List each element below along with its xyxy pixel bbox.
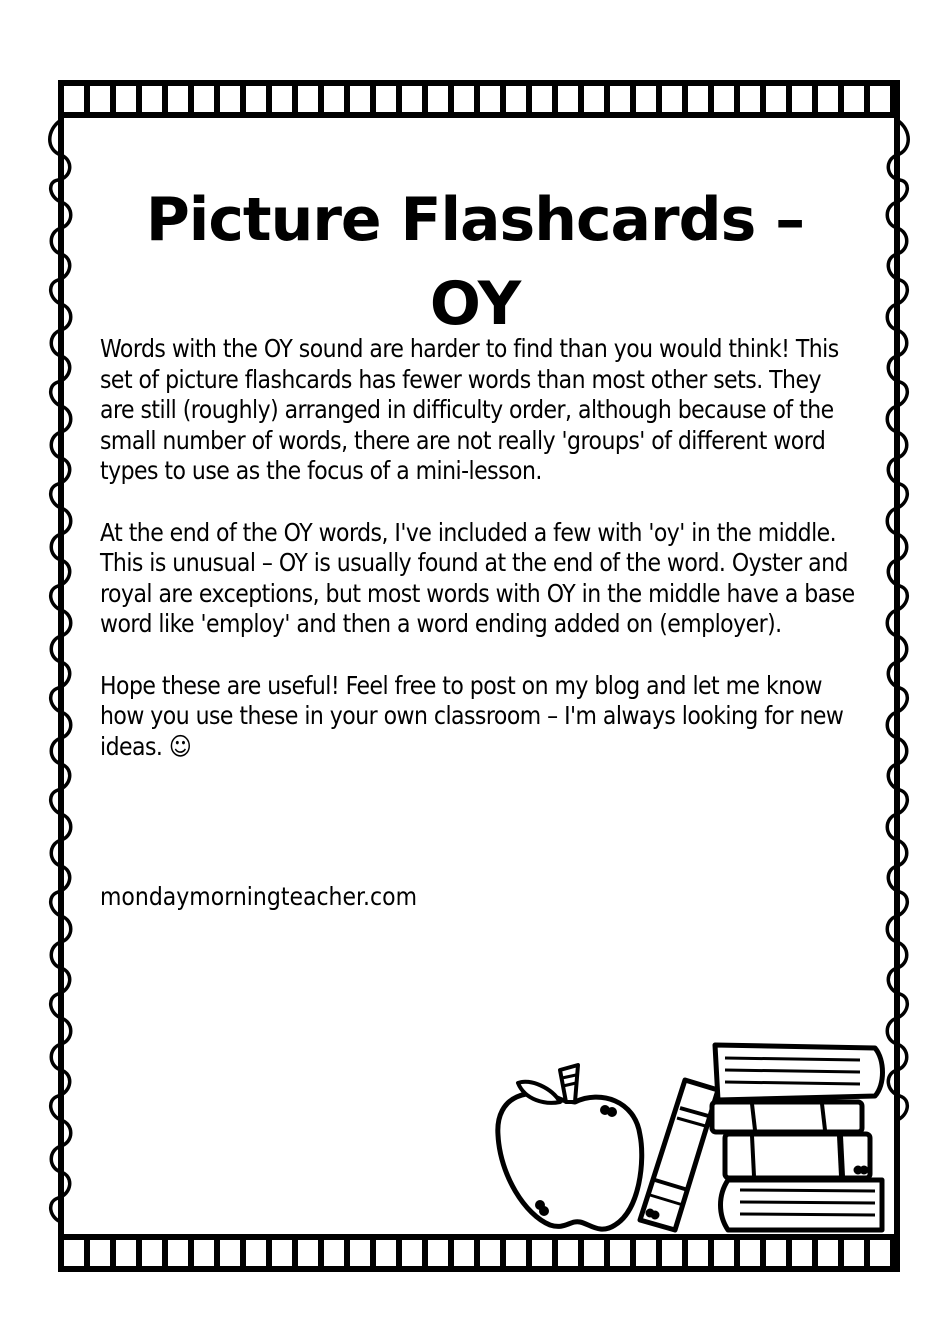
title-line-1: Picture Flashcards – [145, 185, 805, 256]
apple-and-books-clipart [490, 1030, 890, 1240]
body-text [100, 334, 857, 793]
leaning-book-icon [640, 1080, 718, 1230]
page-title [100, 178, 850, 346]
intro-paragraph: Words with the OY sound are harder to find than you would think! This set of picture flashcards has fewer words than most other sets. They are still (roughly) arranged in difficulty order, although because of the small number of words, there are not really 'groups' of different word types to use as the focus of a mini-lesson. [100, 334, 839, 486]
left-curly-vine-decoration [44, 120, 78, 1232]
apple-icon [498, 1065, 642, 1229]
top-border-rail [58, 80, 900, 118]
middle-oy-paragraph: At the end of the OY words, I've included a few with 'oy' in the middle. This is unusual – OY is usually found at the end of the word. Oyster and royal are exceptions, but most words with OY in the middle have a base word like 'employ' and then a word ending added on (employer). [100, 517, 855, 639]
title-line-2: OY [429, 269, 521, 340]
closing-paragraph: Hope these are useful! Feel free to post on my blog and let me know how you use these in your own classroom – I'm always looking for new ideas. ☺ [100, 670, 844, 761]
book-stack-icon [712, 1045, 883, 1230]
website-link[interactable]: mondaymorningteacher.com [100, 882, 418, 911]
